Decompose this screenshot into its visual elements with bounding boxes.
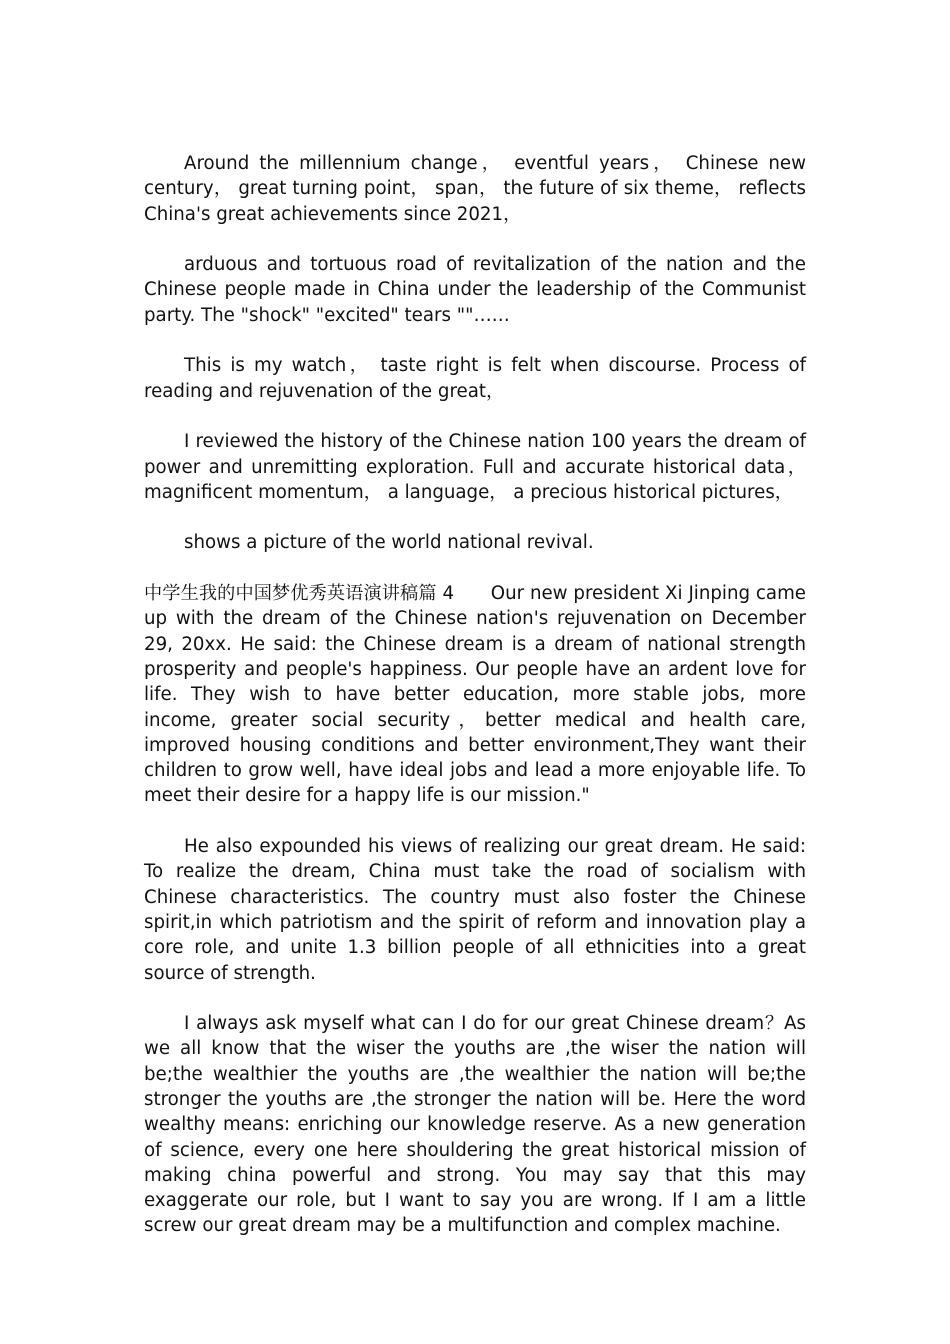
paragraph-history: I reviewed the history of the Chinese nation 100 years the dream of power and unremitting exploration. Full and accurate historical data，magnificent momentum， a language， a precious historical pictures， — [144, 431, 806, 503]
paragraph-revitalization: arduous and tortuous road of revitalization of the nation and the Chinese people made in China under the leadership of the Communist party. The "shock" "excited" tears ""…… — [144, 254, 806, 326]
paragraph-expounded: He also expounded his views of realizing our great dream. He said: To realize the dream, China must take the road of socialism with Chinese characteristics. The country must also foster the Chinese spirit,in which patriotism and the spirit of reform and innovation play a core role, and unite 1.3 billion people of all ethnicities into a great source of strength. — [144, 836, 806, 984]
paragraph-ask-myself: I always ask myself what can I do for our great Chinese dream？As we all know that the wiser the youths are ,the wiser the nation will be;the wealthier the youths are ,the wealthier the nation will be;the stronger the youths are ,the stronger the nation will be. Here the word wealthy means: enriching our knowledge reserve. As a new generation of science, every one here shouldering the great historical mission of making china powerful and strong. You may say that this may exaggerate our role, but I want to say you are wrong. If I am a little screw our great dream may be a multifunction and complex machine. — [144, 1013, 806, 1237]
paragraph-millennium: Around the millennium change， eventful years， Chinese new century， great turning point， span， the future of six theme， reflects China's great achievements since 2021， — [144, 153, 806, 225]
document-page — [144, 151, 806, 1264]
paragraph-revival: shows a picture of the world national revival. — [184, 532, 594, 554]
paragraph-my-watch: This is my watch， taste right is felt when discourse. Process of reading and rejuvenation of the great， — [144, 355, 806, 402]
paragraph-speech-4: 中学生我的中国梦优秀英语演讲稿篇 4 Our new president Xi Jinping came up with the dream of the Chinese nation's rejuvenation on December 29, 20xx. He said: the Chinese dream is a dream of national strength prosperity and people's happiness. Our people have an ardent love for life. They wish to have better education, more stable jobs, more income, greater social security，better medical and health care, improved housing conditions and better environment,They want their children to grow well, have ideal jobs and lead a more enjoyable life. To meet their desire for a happy life is our mission." — [144, 583, 806, 807]
